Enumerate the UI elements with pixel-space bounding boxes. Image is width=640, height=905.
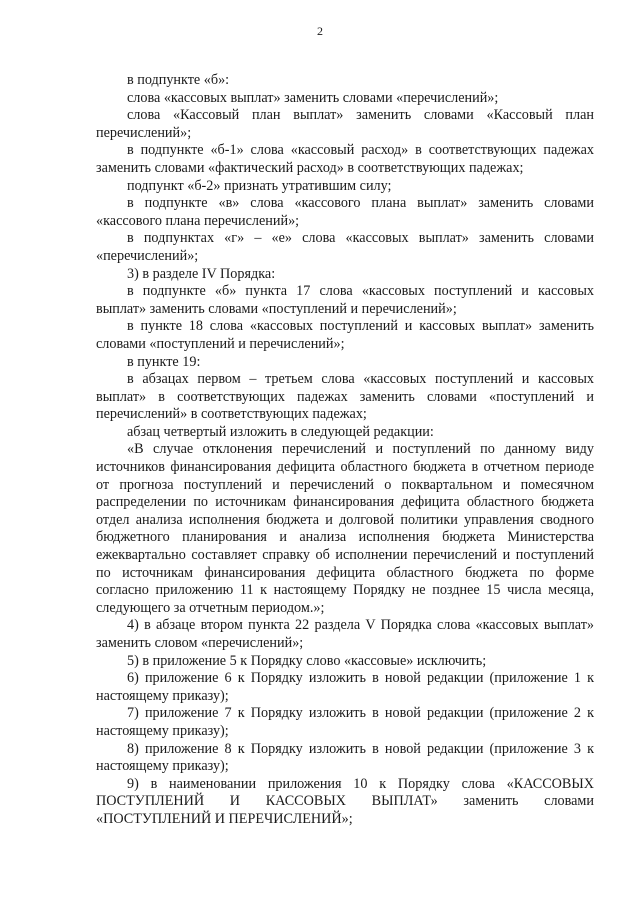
paragraph: в подпункте «б»: bbox=[127, 72, 230, 88]
paragraph: в пункте 19: bbox=[127, 353, 201, 370]
paragraph: в подпункте «б-1» слова «кассовый расход» в соответствующих падежах заменить словами «фактический расход» в соответствующих падежах; bbox=[96, 142, 594, 176]
paragraph: «В случае отклонения перечислений и поступлений по данному виду источников финансирования дефицита областного бюджета в отчетном периоде от прогноза поступлений и перечислений о поквартальном и помесячном распределении по источникам финансирования дефицита областного бюджета отдел анализа исполнения бюджета и долговой политики управления сводного бюджетного планирования и анализа исполнения бюджета Министерства ежеквартально составляет справку об исполнении перечислений и поступлений по источникам финансирования дефицита областного бюджета по форме согласно приложению 11 к настоящему Порядку не позднее 15 числа месяца, следующего за отчетным периодом.»; bbox=[96, 441, 594, 616]
paragraph: в подпункте «б» пункта 17 слова «кассовых поступлений и кассовых выплат» заменить словами «поступлений и перечислений»; bbox=[96, 283, 594, 317]
paragraph: в подпунктах «г» – «е» слова «кассовых выплат» заменить словами «перечислений»; bbox=[96, 230, 594, 264]
paragraph: подпункт «б-2» признать утратившим силу; bbox=[127, 177, 392, 194]
paragraph: 4) в абзаце втором пункта 22 раздела V Порядка слова «кассовых выплат» заменить словом «перечислений»; bbox=[96, 617, 594, 651]
paragraph: 6) приложение 6 к Порядку изложить в новой редакции (приложение 1 к настоящему приказу); bbox=[96, 670, 594, 704]
paragraph: 9) в наименовании приложения 10 к Порядку слова «КАССОВЫХ ПОСТУПЛЕНИЙ И КАССОВЫХ ВЫПЛАТ» заменить словами «ПОСТУПЛЕНИЙ И ПЕРЕЧИСЛЕНИЙ»; bbox=[96, 775, 594, 827]
page-number: 2 bbox=[317, 24, 323, 38]
paragraph: 5) в приложение 5 к Порядку слово «кассовые» исключить; bbox=[127, 652, 487, 669]
paragraph: 8) приложение 8 к Порядку изложить в новой редакции (приложение 3 к настоящему приказу); bbox=[96, 740, 594, 775]
paragraph: в абзацах первом – третьем слова «кассовых поступлений и кассовых выплат» в соответствующих падежах заменить словами «поступлений и перечислений» в соответствующих падежах; bbox=[96, 371, 594, 423]
paragraph: слова «кассовых выплат» заменить словами «перечислений»; bbox=[127, 89, 499, 106]
paragraph: абзац четвертый изложить в следующей редакции: bbox=[127, 423, 434, 440]
document-body bbox=[96, 72, 594, 829]
paragraph: в подпункте «в» слова «кассового плана выплат» заменить словами «кассового плана перечислений»; bbox=[96, 195, 594, 229]
paragraph: 7) приложение 7 к Порядку изложить в новой редакции (приложение 2 к настоящему приказу); bbox=[96, 705, 594, 739]
paragraph: слова «Кассовый план выплат» заменить словами «Кассовый план перечислений»; bbox=[96, 107, 594, 141]
paragraph: 3) в разделе IV Порядка: bbox=[127, 265, 276, 282]
paragraph: в пункте 18 слова «кассовых поступлений и кассовых выплат» заменить словами «поступлений и перечислений»; bbox=[96, 318, 594, 352]
